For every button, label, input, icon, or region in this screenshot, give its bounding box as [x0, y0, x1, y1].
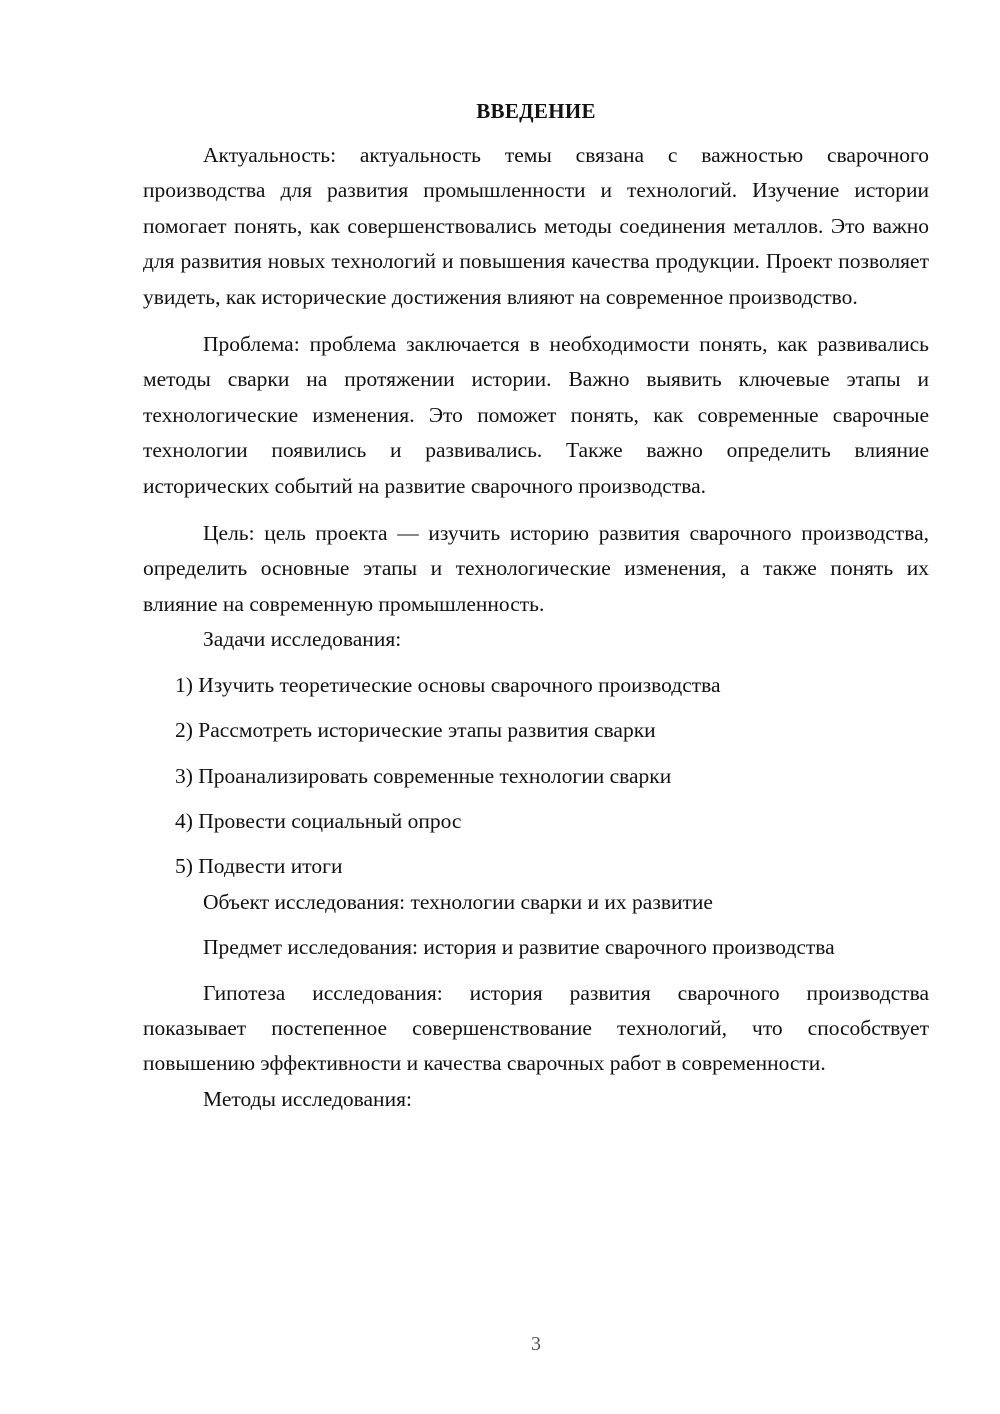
list-item: 4) Провести социальный опрос [175, 808, 462, 833]
paragraph-hypothesis: Гипотеза исследования: история развития сварочного производства показывает постепенное совершенствование технологий, что способствует повышению эффективности и качества сварочных работ в современности. [143, 980, 929, 1076]
list-item: 1) Изучить теоретические основы сварочного производства [175, 672, 721, 697]
page-number: 3 [531, 1333, 541, 1355]
tasks-heading: Задачи исследования: [203, 627, 402, 652]
section-title: ВВЕДЕНИЕ [476, 99, 596, 123]
tasks-list [143, 668, 929, 885]
list-item: 3) Проанализировать современные технологии сварки [175, 763, 672, 788]
paragraph-subject: Предмет исследования: история и развитие сварочного производства [203, 935, 835, 960]
document-page [143, 94, 929, 1117]
paragraph-object: Объект исследования: технологии сварки и их развитие [203, 889, 713, 914]
paragraph-goal: Цель: цель проекта — изучить историю развития сварочного производства, определить основные этапы и технологические изменения, а также понять их влияние на современную промышленность. [143, 521, 929, 616]
list-item: 2) Рассмотреть исторические этапы развития сварки [175, 718, 656, 743]
list-item: 5) Подвести итоги [175, 854, 343, 879]
paragraph-relevance: Актуальность: актуальность темы связана с важностью сварочного производства для развития промышленности и технологий. Изучение истории помогает понять, как совершенствовались методы соединения металлов. Это важно для развития новых технологий и повышения качества продукции. Проект позволяет увидеть, как исторические достижения влияют на современное производство. [143, 143, 929, 309]
methods-heading: Методы исследования: [203, 1086, 412, 1111]
paragraph-problem: Проблема: проблема заключается в необходимости понять, как развивались методы сварки на протяжении истории. Важно выявить ключевые этапы и технологические изменения. Это поможет понять, как современные сварочные технологии появились и развивались. Также важно определить влияние исторических событий на развитие сварочного производства. [143, 332, 929, 498]
